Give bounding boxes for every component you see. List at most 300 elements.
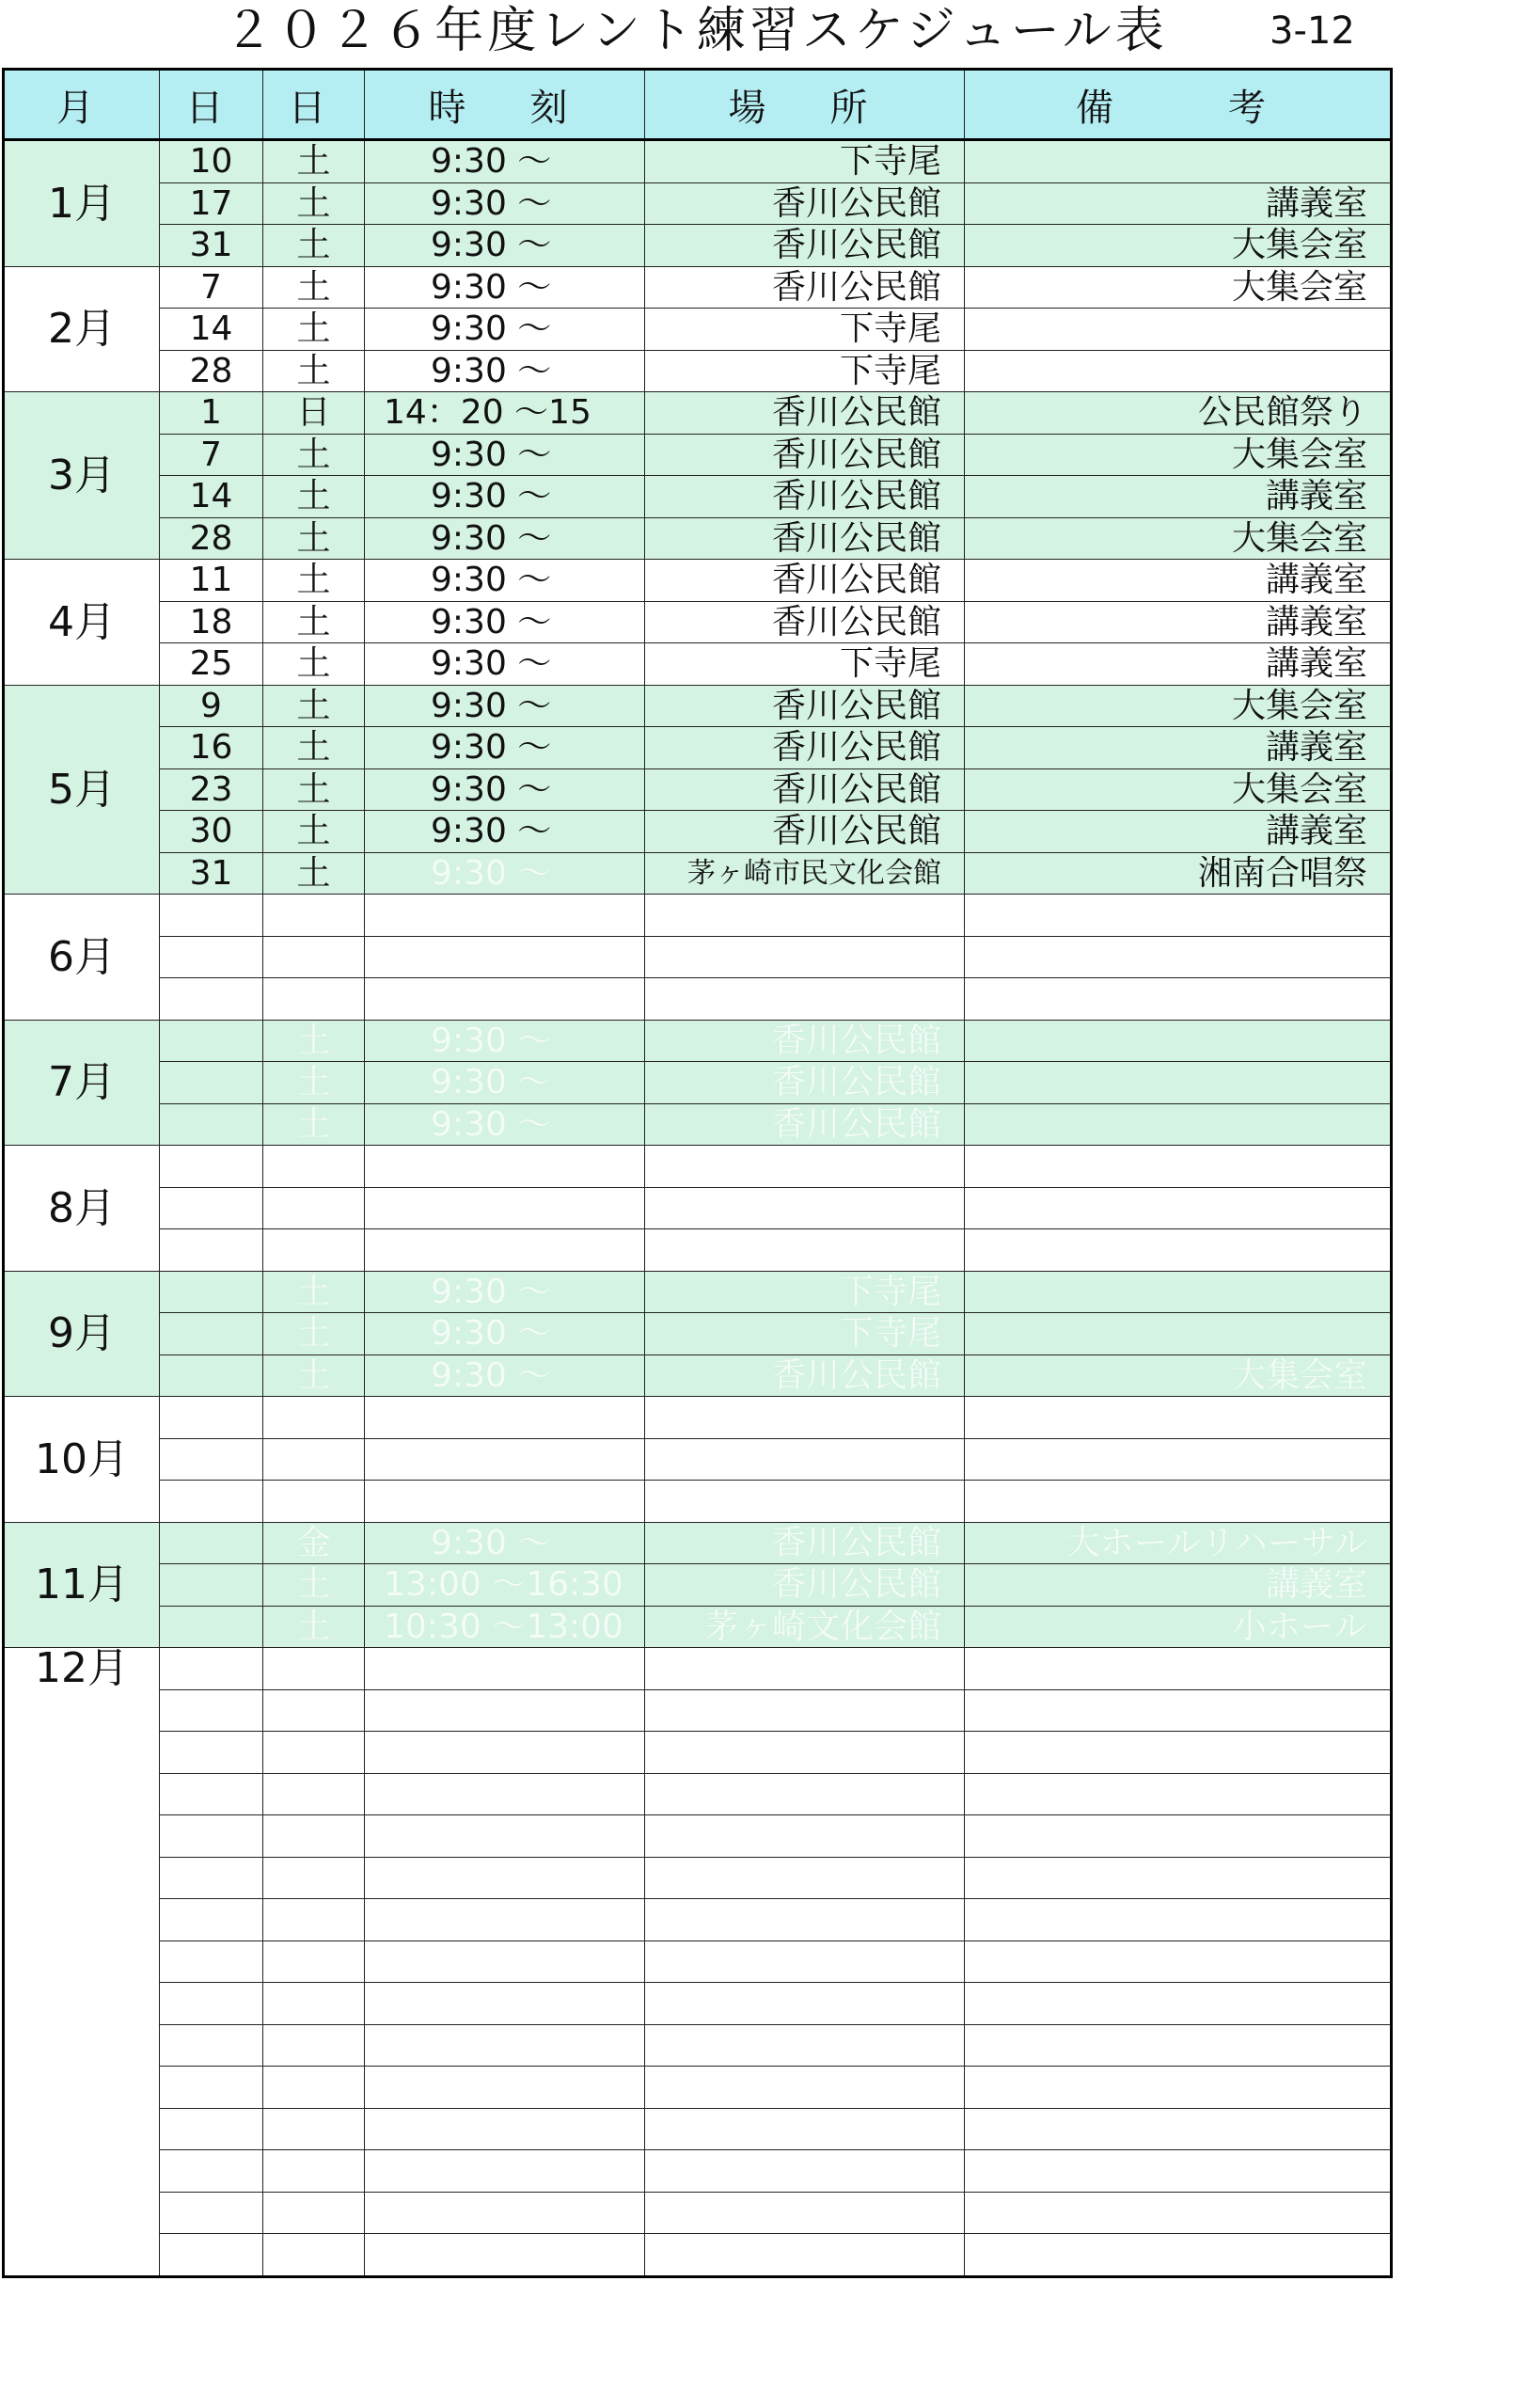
table-row	[4, 560, 1392, 602]
note-cell	[965, 140, 1392, 183]
weekday-cell	[263, 1648, 365, 1690]
time-cell: 9:30 ～	[365, 560, 645, 602]
weekday-cell	[263, 1983, 365, 2025]
weekday-cell: 土	[263, 852, 365, 895]
time-cell	[365, 1815, 645, 1858]
weekday-cell: 土	[263, 350, 365, 392]
table-row	[4, 1354, 1392, 1397]
note-cell	[965, 936, 1392, 978]
day-cell: 7	[160, 434, 263, 476]
note-cell: 大集会室	[965, 434, 1392, 476]
weekday-cell	[263, 2067, 365, 2109]
note-cell	[965, 1732, 1392, 1774]
day-cell: 16	[160, 727, 263, 769]
note-cell: 講義室	[965, 643, 1392, 686]
weekday-cell: 土	[263, 476, 365, 518]
note-cell: 大集会室	[965, 225, 1392, 267]
table-row	[4, 2192, 1392, 2234]
day-cell	[160, 1564, 263, 1607]
day-cell: 31	[160, 852, 263, 895]
weekday-cell	[263, 1815, 365, 1858]
time-cell	[365, 1481, 645, 1523]
weekday-cell	[263, 978, 365, 1021]
time-cell	[365, 895, 645, 937]
table-row	[4, 1271, 1392, 1313]
weekday-cell: 土	[263, 182, 365, 225]
place-cell: 香川公民館	[645, 768, 965, 811]
place-cell: 香川公民館	[645, 182, 965, 225]
place-cell: 香川公民館	[645, 1062, 965, 1104]
table-row	[4, 1062, 1392, 1104]
note-cell	[965, 1941, 1392, 1983]
note-cell: 大集会室	[965, 517, 1392, 560]
time-cell	[365, 1648, 645, 1690]
time-cell	[365, 1689, 645, 1732]
table-row	[4, 895, 1392, 937]
day-cell	[160, 1020, 263, 1062]
time-cell: 9:30 ～	[365, 476, 645, 518]
place-cell	[645, 1397, 965, 1439]
month-cell: 8月	[4, 1146, 160, 1272]
schedule-body	[4, 140, 1392, 2277]
place-cell: 茅ヶ崎市民文化会館	[645, 852, 965, 895]
place-cell: 香川公民館	[645, 392, 965, 435]
weekday-cell	[263, 1941, 365, 1983]
day-cell: 31	[160, 225, 263, 267]
note-cell	[965, 1146, 1392, 1188]
note-cell	[965, 1271, 1392, 1313]
place-cell	[645, 1146, 965, 1188]
weekday-cell	[263, 1773, 365, 1815]
day-cell	[160, 1397, 263, 1439]
header-row	[4, 70, 1392, 140]
note-cell	[965, 1689, 1392, 1732]
weekday-cell	[263, 1438, 365, 1481]
time-cell: 9:30 ～	[365, 350, 645, 392]
month-cell: 4月	[4, 560, 160, 686]
day-cell	[160, 2150, 263, 2193]
note-cell	[965, 1062, 1392, 1104]
note-cell	[965, 1229, 1392, 1272]
day-cell	[160, 1438, 263, 1481]
table-row	[4, 1020, 1392, 1062]
note-cell	[965, 1857, 1392, 1899]
place-cell	[645, 1857, 965, 1899]
day-cell: 11	[160, 560, 263, 602]
header-day: 日	[160, 70, 263, 140]
document-code: 3-12	[1270, 9, 1355, 53]
time-cell: 10:30 ～13:00	[365, 1606, 645, 1648]
day-cell: 7	[160, 266, 263, 309]
note-cell	[965, 2234, 1392, 2277]
place-cell	[645, 1648, 965, 1690]
day-cell: 14	[160, 476, 263, 518]
time-cell: 9:30 ～	[365, 601, 645, 643]
table-row	[4, 1857, 1392, 1899]
table-row	[4, 1438, 1392, 1481]
place-cell: 下寺尾	[645, 643, 965, 686]
weekday-cell	[263, 1857, 365, 1899]
day-cell: 18	[160, 601, 263, 643]
table-row	[4, 1522, 1392, 1564]
table-row	[4, 182, 1392, 225]
time-cell: 9:30 ～	[365, 1271, 645, 1313]
note-cell: 大集会室	[965, 1354, 1392, 1397]
weekday-cell: 土	[263, 727, 365, 769]
note-cell	[965, 309, 1392, 351]
table-row	[4, 1146, 1392, 1188]
time-cell: 9:30 ～	[365, 1522, 645, 1564]
header-time: 時 刻	[365, 70, 645, 140]
time-cell	[365, 2192, 645, 2234]
note-cell	[965, 2067, 1392, 2109]
weekday-cell	[263, 1689, 365, 1732]
weekday-cell	[263, 1397, 365, 1439]
weekday-cell: 金	[263, 1522, 365, 1564]
weekday-cell: 土	[263, 1606, 365, 1648]
day-cell	[160, 1354, 263, 1397]
time-cell	[365, 1438, 645, 1481]
weekday-cell: 土	[263, 1313, 365, 1355]
time-cell: 9:30 ～	[365, 182, 645, 225]
day-cell: 1	[160, 392, 263, 435]
day-cell	[160, 1606, 263, 1648]
place-cell	[645, 2024, 965, 2067]
table-row	[4, 768, 1392, 811]
day-cell	[160, 1146, 263, 1188]
month-cell: 7月	[4, 1020, 160, 1146]
place-cell	[645, 2192, 965, 2234]
place-cell: 香川公民館	[645, 1522, 965, 1564]
table-row	[4, 1732, 1392, 1774]
weekday-cell	[263, 2234, 365, 2277]
table-row	[4, 1899, 1392, 1941]
table-row	[4, 392, 1392, 435]
month-cell: 9月	[4, 1271, 160, 1397]
place-cell: 香川公民館	[645, 1020, 965, 1062]
place-cell: 下寺尾	[645, 350, 965, 392]
weekday-cell: 土	[263, 601, 365, 643]
weekday-cell: 土	[263, 225, 365, 267]
table-row	[4, 1815, 1392, 1858]
weekday-cell: 土	[263, 1020, 365, 1062]
table-row	[4, 1648, 1392, 1690]
place-cell: 下寺尾	[645, 140, 965, 183]
time-cell	[365, 2024, 645, 2067]
place-cell: 香川公民館	[645, 727, 965, 769]
place-cell: 下寺尾	[645, 1313, 965, 1355]
note-cell	[965, 1648, 1392, 1690]
place-cell	[645, 2067, 965, 2109]
place-cell	[645, 1899, 965, 1941]
time-cell: 9:30 ～	[365, 643, 645, 686]
time-cell	[365, 978, 645, 1021]
day-cell	[160, 1313, 263, 1355]
table-row	[4, 434, 1392, 476]
note-cell	[965, 2192, 1392, 2234]
month-cell: 2月	[4, 266, 160, 392]
place-cell: 香川公民館	[645, 811, 965, 853]
table-row	[4, 1564, 1392, 1607]
table-row	[4, 266, 1392, 309]
place-cell: 香川公民館	[645, 1354, 965, 1397]
time-cell	[365, 2067, 645, 2109]
place-cell	[645, 2234, 965, 2277]
place-cell: 香川公民館	[645, 517, 965, 560]
note-cell: 大集会室	[965, 685, 1392, 727]
note-cell: 公民館祭り	[965, 392, 1392, 435]
note-cell	[965, 1020, 1392, 1062]
note-cell	[965, 1187, 1392, 1229]
month-cell: 6月	[4, 895, 160, 1021]
day-cell	[160, 1522, 263, 1564]
note-cell: 講義室	[965, 182, 1392, 225]
time-cell	[365, 2108, 645, 2150]
note-cell: 大集会室	[965, 768, 1392, 811]
place-cell	[645, 1481, 965, 1523]
weekday-cell: 土	[263, 309, 365, 351]
day-cell	[160, 1481, 263, 1523]
table-row	[4, 811, 1392, 853]
month-cell: 10月	[4, 1397, 160, 1523]
place-cell: 香川公民館	[645, 601, 965, 643]
time-cell: 9:30 ～	[365, 1103, 645, 1146]
table-row	[4, 1689, 1392, 1732]
table-row	[4, 476, 1392, 518]
day-cell: 30	[160, 811, 263, 853]
day-cell	[160, 1899, 263, 1941]
place-cell: 下寺尾	[645, 1271, 965, 1313]
weekday-cell: 土	[263, 643, 365, 686]
day-cell: 25	[160, 643, 263, 686]
note-cell: 講義室	[965, 811, 1392, 853]
day-cell	[160, 1062, 263, 1104]
place-cell	[645, 936, 965, 978]
weekday-cell	[263, 2108, 365, 2150]
place-cell: 香川公民館	[645, 1564, 965, 1607]
place-cell: 香川公民館	[645, 266, 965, 309]
time-cell: 9:30 ～	[365, 852, 645, 895]
day-cell	[160, 1815, 263, 1858]
weekday-cell: 土	[263, 1564, 365, 1607]
day-cell	[160, 1103, 263, 1146]
day-cell	[160, 1689, 263, 1732]
day-cell	[160, 2067, 263, 2109]
time-cell: 14：20 ～15	[365, 392, 645, 435]
time-cell: 9:30 ～	[365, 811, 645, 853]
time-cell: 9:30 ～	[365, 1062, 645, 1104]
note-cell	[965, 2108, 1392, 2150]
time-cell: 13:00 ～16:30	[365, 1564, 645, 1607]
weekday-cell: 土	[263, 434, 365, 476]
weekday-cell: 土	[263, 560, 365, 602]
time-cell	[365, 1983, 645, 2025]
time-cell	[365, 936, 645, 978]
table-row	[4, 2234, 1392, 2277]
note-cell: 大集会室	[965, 266, 1392, 309]
weekday-cell: 土	[263, 768, 365, 811]
day-cell	[160, 1857, 263, 1899]
weekday-cell: 土	[263, 140, 365, 183]
day-cell: 17	[160, 182, 263, 225]
note-cell: 講義室	[965, 1564, 1392, 1607]
note-cell	[965, 1899, 1392, 1941]
place-cell	[645, 1941, 965, 1983]
day-cell: 28	[160, 517, 263, 560]
place-cell	[645, 1689, 965, 1732]
day-cell	[160, 1187, 263, 1229]
time-cell	[365, 1146, 645, 1188]
note-cell: 講義室	[965, 601, 1392, 643]
note-cell	[965, 1103, 1392, 1146]
day-cell	[160, 1271, 263, 1313]
page-title: ２０２６年度レント練習スケジュール表	[224, 3, 1168, 59]
note-cell	[965, 350, 1392, 392]
time-cell	[365, 2150, 645, 2193]
place-cell: 香川公民館	[645, 434, 965, 476]
note-cell	[965, 1438, 1392, 1481]
time-cell: 9:30 ～	[365, 517, 645, 560]
note-cell: 講義室	[965, 560, 1392, 602]
table-row	[4, 727, 1392, 769]
table-row	[4, 2024, 1392, 2067]
time-cell	[365, 1857, 645, 1899]
table-row	[4, 1606, 1392, 1648]
time-cell	[365, 1397, 645, 1439]
weekday-cell: 土	[263, 517, 365, 560]
month-cell: 11月	[4, 1522, 160, 1648]
time-cell: 9:30 ～	[365, 1020, 645, 1062]
day-cell	[160, 1983, 263, 2025]
table-row	[4, 643, 1392, 686]
time-cell: 9:30 ～	[365, 768, 645, 811]
time-cell	[365, 1187, 645, 1229]
month-cell: 3月	[4, 392, 160, 560]
weekday-cell: 日	[263, 392, 365, 435]
month-cell: 5月	[4, 685, 160, 895]
table-row	[4, 978, 1392, 1021]
day-cell	[160, 1732, 263, 1774]
day-cell	[160, 2108, 263, 2150]
table-row	[4, 309, 1392, 351]
weekday-cell: 土	[263, 1354, 365, 1397]
time-cell: 9:30 ～	[365, 225, 645, 267]
weekday-cell: 土	[263, 811, 365, 853]
place-cell	[645, 1187, 965, 1229]
day-cell	[160, 1941, 263, 1983]
weekday-cell	[263, 895, 365, 937]
month-cell: 1月	[4, 140, 160, 267]
place-cell: 下寺尾	[645, 309, 965, 351]
table-row	[4, 1313, 1392, 1355]
weekday-cell	[263, 1481, 365, 1523]
table-row	[4, 1397, 1392, 1439]
table-row	[4, 685, 1392, 727]
time-cell	[365, 1732, 645, 1774]
place-cell	[645, 1773, 965, 1815]
header-weekday: 日	[263, 70, 365, 140]
table-row	[4, 140, 1392, 183]
header-month: 月	[4, 70, 160, 140]
table-row	[4, 1187, 1392, 1229]
day-cell	[160, 2234, 263, 2277]
place-cell	[645, 895, 965, 937]
weekday-cell	[263, 1187, 365, 1229]
day-cell	[160, 2192, 263, 2234]
weekday-cell: 土	[263, 1271, 365, 1313]
day-cell: 10	[160, 140, 263, 183]
note-cell	[965, 1313, 1392, 1355]
note-cell	[965, 1815, 1392, 1858]
time-cell	[365, 2234, 645, 2277]
place-cell: 茅ヶ崎文化会館	[645, 1606, 965, 1648]
day-cell	[160, 1773, 263, 1815]
header-note: 備 考	[965, 70, 1392, 140]
place-cell	[645, 978, 965, 1021]
place-cell	[645, 2150, 965, 2193]
weekday-cell	[263, 1732, 365, 1774]
weekday-cell	[263, 2192, 365, 2234]
weekday-cell	[263, 1899, 365, 1941]
place-cell	[645, 2108, 965, 2150]
note-cell: 講義室	[965, 727, 1392, 769]
day-cell	[160, 936, 263, 978]
place-cell: 香川公民館	[645, 685, 965, 727]
place-cell	[645, 1229, 965, 1272]
weekday-cell	[263, 1229, 365, 1272]
table-row	[4, 2067, 1392, 2109]
place-cell	[645, 1438, 965, 1481]
day-cell	[160, 1229, 263, 1272]
day-cell: 23	[160, 768, 263, 811]
day-cell: 28	[160, 350, 263, 392]
table-row	[4, 2150, 1392, 2193]
note-cell: 大ホールリハーサル	[965, 1522, 1392, 1564]
weekday-cell	[263, 936, 365, 978]
place-cell: 香川公民館	[645, 476, 965, 518]
day-cell	[160, 978, 263, 1021]
weekday-cell: 土	[263, 685, 365, 727]
note-cell	[965, 1481, 1392, 1523]
time-cell: 9:30 ～	[365, 1354, 645, 1397]
table-row	[4, 936, 1392, 978]
note-cell: 講義室	[965, 476, 1392, 518]
note-cell: 小ホール	[965, 1606, 1392, 1648]
table-row	[4, 601, 1392, 643]
weekday-cell: 土	[263, 1062, 365, 1104]
time-cell	[365, 1941, 645, 1983]
day-cell	[160, 2024, 263, 2067]
day-cell: 14	[160, 309, 263, 351]
schedule-table	[2, 68, 1393, 2278]
day-cell	[160, 1648, 263, 1690]
place-cell: 香川公民館	[645, 1103, 965, 1146]
time-cell: 9:30 ～	[365, 727, 645, 769]
table-row	[4, 1481, 1392, 1523]
time-cell: 9:30 ～	[365, 685, 645, 727]
time-cell	[365, 1899, 645, 1941]
note-cell	[965, 2024, 1392, 2067]
time-cell	[365, 1773, 645, 1815]
note-cell	[965, 1773, 1392, 1815]
weekday-cell	[263, 1146, 365, 1188]
time-cell: 9:30 ～	[365, 266, 645, 309]
header-place: 場 所	[645, 70, 965, 140]
weekday-cell	[263, 2150, 365, 2193]
note-cell	[965, 978, 1392, 1021]
time-cell	[365, 1229, 645, 1272]
weekday-cell	[263, 2024, 365, 2067]
